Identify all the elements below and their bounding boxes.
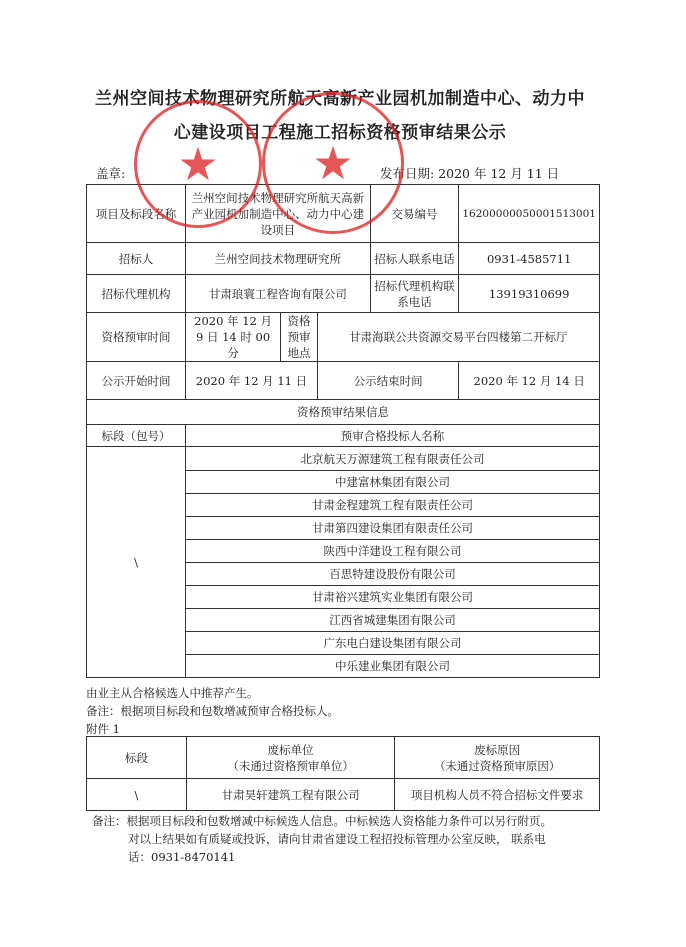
annex-col-reason-title: 废标原因 [474,742,521,757]
page-title-line2: 心建设项目工程施工招标资格预审结果公示 [173,123,507,143]
annex-row-lot: \ [87,779,187,811]
bidder-row: 中建富林集团有限公司 [186,471,600,494]
agency-value: 甘肃琅寰工程咨询有限公司 [186,275,371,313]
annex-row-reason: 项目机构人员不符合招标文件要求 [395,779,600,811]
bidder-row: 江西省城建集团有限公司 [186,609,600,632]
annex-col-unit-title: 废标单位 [267,742,314,757]
bidder-row: 广东电白建设集团有限公司 [186,632,600,655]
bidder-row: 中乐建业集团有限公司 [186,655,600,678]
page-title-line1: 兰州空间技术物理研究所航天高新产业园机加制造中心、动力中 [95,89,585,109]
notice-start-label: 公示开始时间 [87,362,186,400]
annex-label: 附件 1 [86,722,120,736]
notice-table [86,184,600,678]
note-remark: 备注：根据项目标段和包数增减预审合格投标人。 [86,704,339,718]
results-header: 资格预审结果信息 [87,400,600,425]
seal-star-icon: ★ [312,136,354,190]
annex-col-unit-sub: （未通过资格预审单位） [227,758,354,773]
note-recommend: 由业主从合格候选人中推荐产生。 [86,686,259,700]
right-seal-stamp [262,92,404,234]
bidder-row: 北京航天万源建筑工程有限责任公司 [186,447,600,471]
annex-table [86,736,600,811]
annex-row-unit: 甘肃昊轩建筑工程有限公司 [186,779,395,811]
annex-col-reason [395,737,600,779]
bidders-header: 预审合格投标人名称 [186,425,600,447]
prequal-time-value: 2020 年 12 月 9 日 14 时 00 分 [186,313,281,362]
bidder-row: 甘肃裕兴建筑实业集团有限公司 [186,586,600,609]
publish-date: 发布日期: 2020 年 12 月 11 日 [380,166,560,181]
lot-value: \ [87,447,186,678]
tenderer-value: 兰州空间技术物理研究所 [186,243,371,275]
prequal-place-value: 甘肃海联公共资源交易平台四楼第二开标厅 [317,313,599,362]
annex-col-lot: 标段 [87,737,187,779]
stamp-label: 盖章: [96,166,126,181]
tenderer-label: 招标人 [87,243,186,275]
notice-end-value: 2020 年 12 月 14 日 [459,362,600,400]
section-value: 兰州空间技术物理研究所航天高新产业园机加制造中心、动力中心建设项目 [186,185,371,243]
footer-contact: 对以上结果如有质疑或投诉，请向甘肃省建设工程招投标管理办公室反映， 联系电 [128,832,546,846]
notice-start-value: 2020 年 12 月 11 日 [186,362,318,400]
bidder-row: 甘肃第四建设集团有限责任公司 [186,517,600,540]
annex-col-reason-sub: （未通过资格预审原因） [433,758,561,773]
agency-phone-label: 招标代理机构联系电话 [370,275,459,313]
annex-col-unit [186,737,395,779]
seal-star-icon: ★ [177,137,219,191]
agency-phone-value: 13919310699 [459,275,600,313]
tenderer-phone-label: 招标人联系电话 [370,243,459,275]
footer-remark: 备注：根据项目标段和包数增减中标候选人信息。中标候选人资格能力条件可以另行附页。 [92,814,552,828]
bidder-row: 陕西中洋建设工程有限公司 [186,540,600,563]
agency-label: 招标代理机构 [87,275,186,313]
left-seal-stamp [134,100,262,228]
prequal-time-label: 资格预审时间 [87,313,186,362]
bidder-row: 百思特建设股份有限公司 [186,563,600,586]
lot-header: 标段（包号） [87,425,186,447]
bidder-row: 甘肃金程建筑工程有限责任公司 [186,494,600,517]
notice-end-label: 公示结束时间 [317,362,459,400]
prequal-place-label: 资格预审地点 [281,313,318,362]
trade-label: 交易编号 [370,185,459,243]
tenderer-phone-value: 0931-4585711 [459,243,600,275]
trade-value: 16200000050001513001 [459,185,600,243]
section-label: 项目及标段名称 [87,185,186,243]
footer-phone: 话：0931-8470141 [128,850,236,864]
